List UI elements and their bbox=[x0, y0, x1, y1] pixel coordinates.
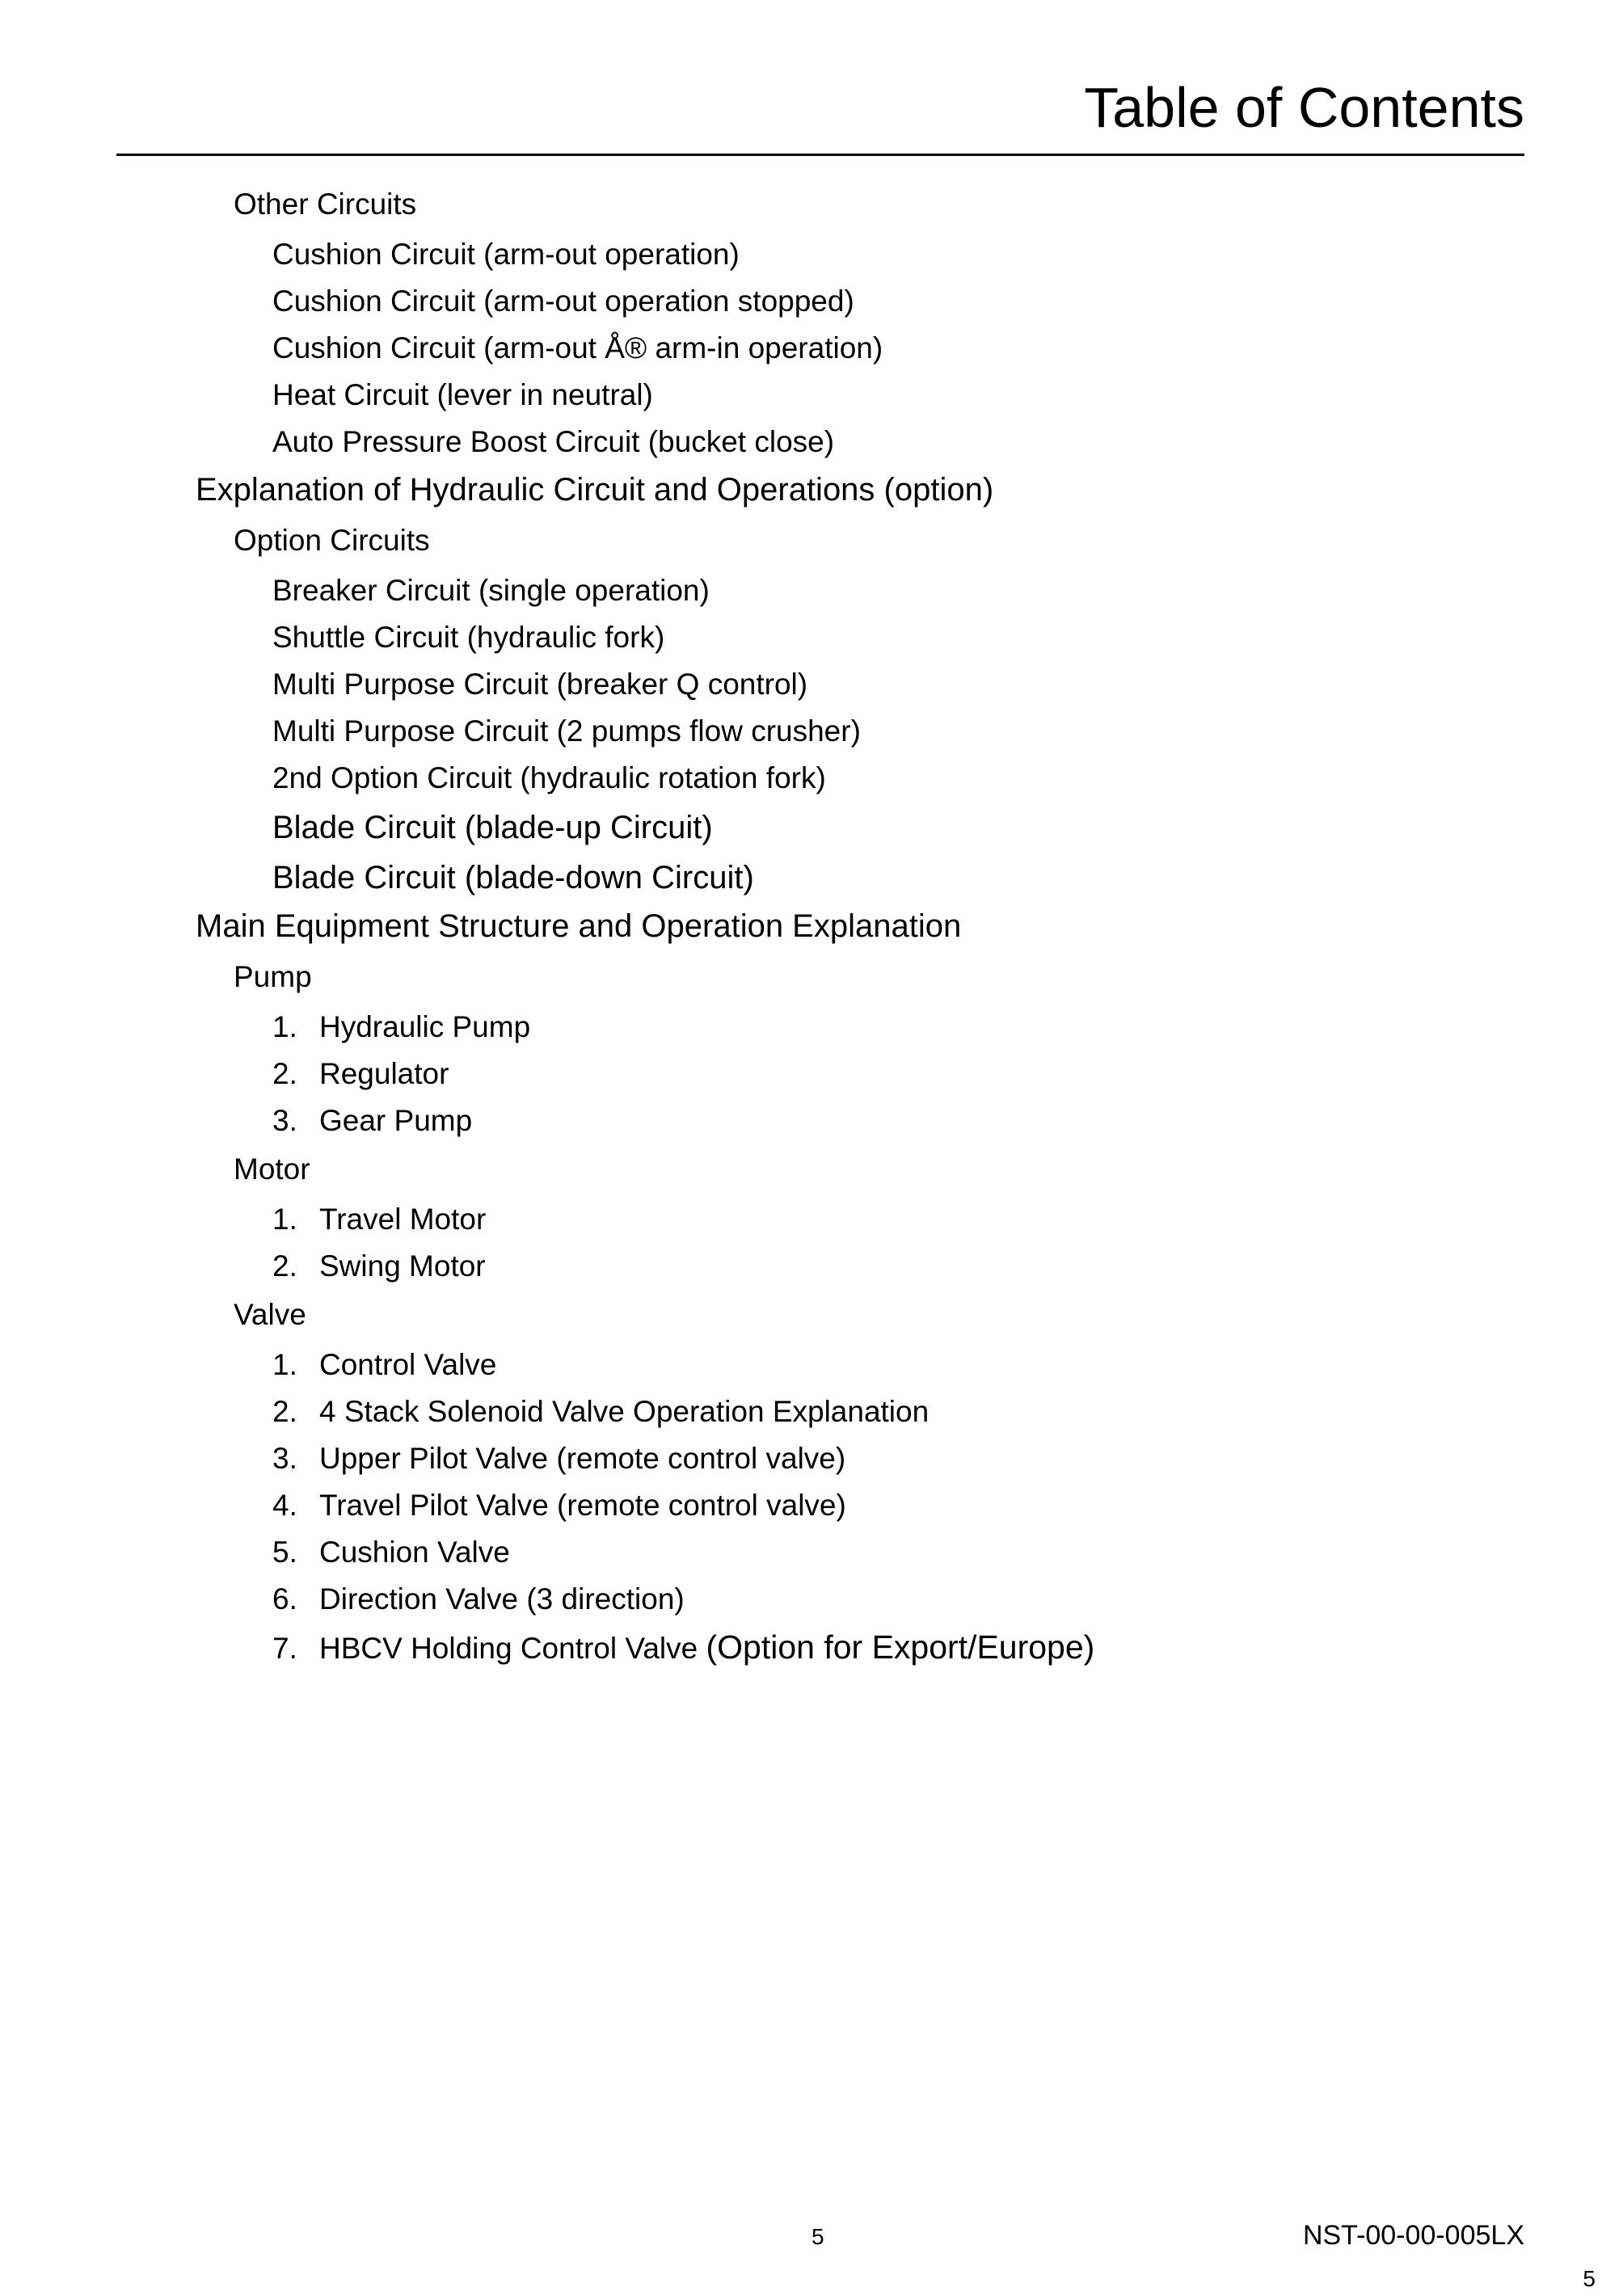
title-divider bbox=[116, 154, 1524, 156]
corner-page-number: 5 bbox=[1583, 2266, 1596, 2291]
item-number: 1. bbox=[272, 1010, 297, 1043]
item-number: 1. bbox=[272, 1203, 297, 1236]
toc-item: Cushion Circuit (arm-out operation) bbox=[272, 238, 740, 271]
toc-section-option: Explanation of Hydraulic Circuit and Operations (option) bbox=[196, 472, 994, 508]
toc-numbered-item bbox=[272, 1204, 486, 1234]
toc-heading-valve: Valve bbox=[234, 1298, 306, 1331]
toc-item: Cushion Circuit (arm-out Å® arm-in operation) bbox=[272, 331, 883, 364]
item-label: Control Valve bbox=[319, 1348, 497, 1381]
item-number: 6. bbox=[272, 1582, 297, 1616]
item-label: Travel Pilot Valve (remote control valve) bbox=[319, 1489, 846, 1522]
item-label: Direction Valve (3 direction) bbox=[319, 1582, 685, 1616]
toc-numbered-item bbox=[272, 1251, 486, 1281]
toc-item: Heat Circuit (lever in neutral) bbox=[272, 378, 653, 411]
toc-numbered-item bbox=[272, 1584, 685, 1614]
toc-numbered-item bbox=[272, 1012, 530, 1042]
item-number: 3. bbox=[272, 1442, 297, 1475]
footer-page-number: 5 bbox=[812, 2224, 824, 2249]
toc-item: Multi Purpose Circuit (breaker Q control) bbox=[272, 668, 808, 701]
toc-heading-motor: Motor bbox=[234, 1152, 310, 1186]
toc-item: Auto Pressure Boost Circuit (bucket close) bbox=[272, 425, 835, 458]
toc-item: 2nd Option Circuit (hydraulic rotation fork) bbox=[272, 761, 826, 794]
page-title: Table of Contents bbox=[1084, 76, 1524, 139]
item-label: Travel Motor bbox=[319, 1203, 487, 1236]
toc-item: Multi Purpose Circuit (2 pumps flow crusher) bbox=[272, 714, 861, 748]
toc-numbered-item bbox=[272, 1059, 449, 1089]
toc-item: Shuttle Circuit (hydraulic fork) bbox=[272, 621, 665, 654]
item-number: 4. bbox=[272, 1489, 297, 1522]
item-label: Gear Pump bbox=[319, 1104, 473, 1137]
toc-numbered-item bbox=[272, 1350, 496, 1380]
item-number: 7. bbox=[272, 1632, 297, 1665]
toc-numbered-item bbox=[272, 1537, 510, 1567]
item-label: Swing Motor bbox=[319, 1249, 486, 1283]
item-number: 5. bbox=[272, 1536, 297, 1569]
item-label: HBCV Holding Control Valve bbox=[319, 1632, 698, 1665]
toc-numbered-item bbox=[272, 1490, 846, 1520]
toc-numbered-item bbox=[272, 1397, 929, 1426]
item-number: 3. bbox=[272, 1104, 297, 1137]
item-number: 1. bbox=[272, 1348, 297, 1381]
toc-item: Breaker Circuit (single operation) bbox=[272, 574, 710, 607]
toc-item: Blade Circuit (blade-down Circuit) bbox=[272, 860, 754, 895]
item-label: Hydraulic Pump bbox=[319, 1010, 531, 1043]
item-label: Regulator bbox=[319, 1057, 449, 1090]
toc-numbered-item bbox=[272, 1443, 845, 1473]
item-number: 2. bbox=[272, 1057, 297, 1090]
toc-item: Blade Circuit (blade-up Circuit) bbox=[272, 810, 713, 845]
item-number: 2. bbox=[272, 1249, 297, 1283]
footer-doc-code: NST-00-00-005LX bbox=[1302, 2220, 1524, 2251]
item-label: Cushion Valve bbox=[319, 1536, 510, 1569]
item-label: Upper Pilot Valve (remote control valve) bbox=[319, 1442, 846, 1475]
toc-section-main-equipment: Main Equipment Structure and Operation Explanation bbox=[196, 908, 962, 944]
item-number: 2. bbox=[272, 1395, 297, 1428]
item-label-suffix: (Option for Export/Europe) bbox=[706, 1628, 1095, 1666]
toc-heading-option-circuits: Option Circuits bbox=[234, 524, 430, 557]
item-label: 4 Stack Solenoid Valve Operation Explanation bbox=[319, 1395, 930, 1428]
toc-heading-pump: Pump bbox=[234, 960, 312, 993]
toc-numbered-item bbox=[272, 1628, 1095, 1666]
toc-item: Cushion Circuit (arm-out operation stopped) bbox=[272, 284, 854, 318]
toc-heading-other-circuits: Other Circuits bbox=[234, 187, 417, 221]
toc-numbered-item bbox=[272, 1106, 472, 1135]
